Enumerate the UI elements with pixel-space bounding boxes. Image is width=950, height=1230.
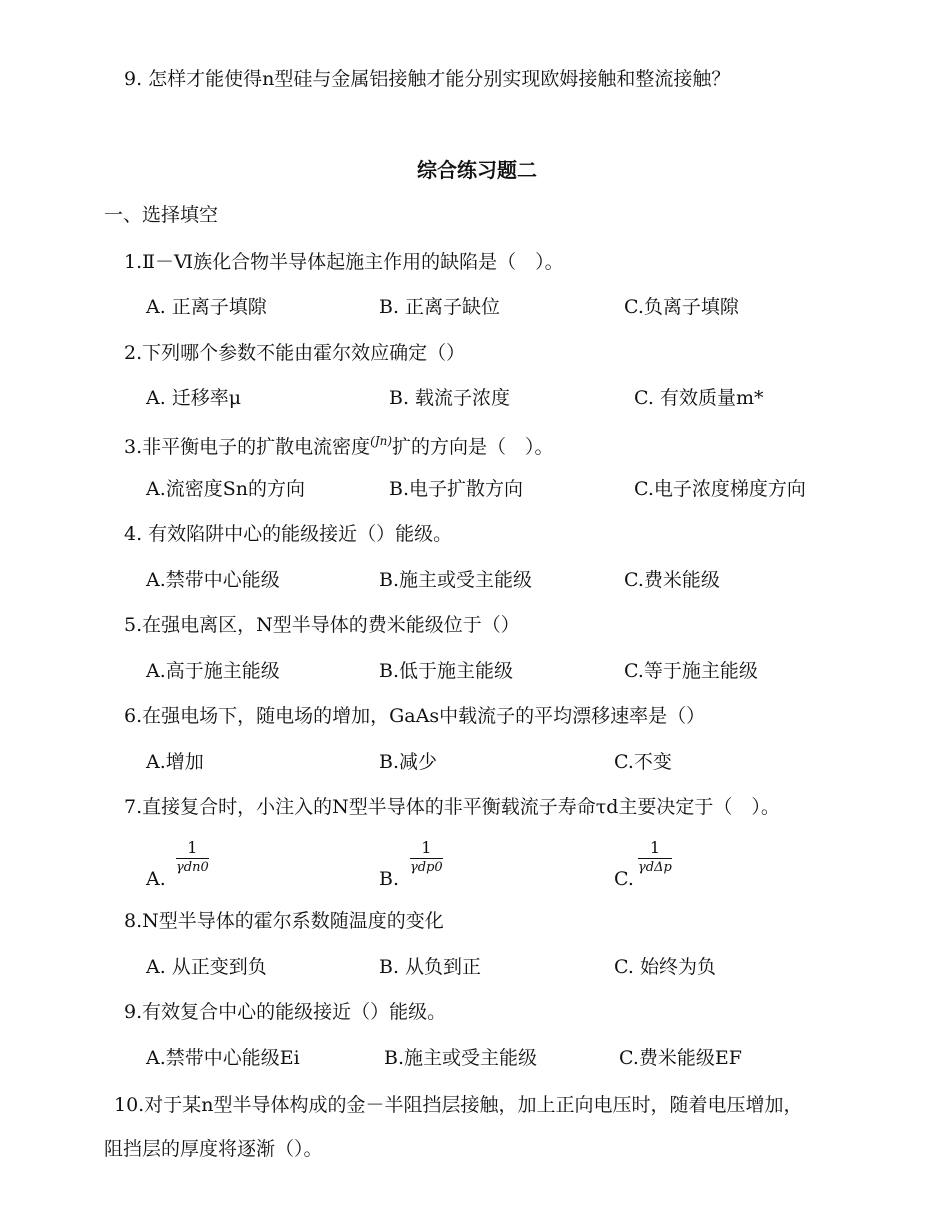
question-5-option-c: C.等于施主能级	[624, 660, 758, 682]
question-9-stem: 9.有效复合中心的能级接近（）能级。	[124, 1001, 447, 1023]
question-10-stem: 10.对于某n型半导体构成的金－半阻挡层接触，加上正向电压时，随着电压增加，	[114, 1094, 803, 1116]
question-2-stem: 2.下列哪个参数不能由霍尔效应确定（）	[124, 342, 466, 364]
question-5-option-b: B.低于施主能级	[379, 660, 514, 682]
question-3-option-b: B.电子扩散方向	[389, 478, 524, 500]
question-3-option-a: A.流密度Sn的方向	[146, 478, 306, 500]
question-7-stem: 7.直接复合时，小注入的N型半导体的非平衡载流子寿命τd主要决定于（ ）。	[124, 796, 780, 818]
current-density-formula: (Jn)	[370, 434, 393, 448]
question-7-option-a: A.	[146, 868, 166, 890]
fraction-a-numerator: 1	[176, 838, 209, 859]
fraction-c-numerator: 1	[638, 838, 672, 859]
question-8-option-a: A. 从正变到负	[146, 956, 267, 978]
question-6-option-b: B.减少	[379, 751, 438, 773]
question-8-option-c: C. 始终为负	[614, 956, 716, 978]
question-3-stem-part-2: 扩的方向是（ ）。	[392, 436, 554, 458]
question-5-option-a: A.高于施主能级	[146, 660, 280, 682]
question-4-option-a: A.禁带中心能级	[146, 569, 280, 591]
previous-question-9: 9. 怎样才能使得n型硅与金属铝接触才能分别实现欧姆接触和整流接触？	[124, 68, 731, 90]
question-3-stem	[124, 434, 554, 460]
question-2-option-b: B. 载流子浓度	[389, 387, 511, 409]
question-7-fraction-b	[410, 838, 443, 877]
question-4-option-b: B.施主或受主能级	[379, 569, 533, 591]
question-5-stem: 5.在强电离区，N型半导体的费米能级位于（）	[124, 614, 520, 636]
question-2-option-c: C. 有效质量m*	[634, 387, 764, 409]
fraction-a-denominator: γdn0	[176, 860, 209, 875]
question-1-option-b: B. 正离子缺位	[379, 296, 501, 318]
question-10-stem-continued: 阻挡层的厚度将逐渐（）。	[104, 1138, 323, 1160]
fraction-b-numerator: 1	[410, 838, 443, 859]
question-8-option-b: B. 从负到正	[379, 956, 482, 978]
question-7-option-b: B.	[379, 868, 400, 890]
question-9-option-c: C.费米能级EF	[619, 1047, 742, 1069]
question-7-fraction-c	[638, 838, 672, 877]
question-4-stem: 4. 有效陷阱中心的能级接近（）能级。	[124, 523, 453, 545]
question-9-option-b: B.施主或受主能级	[384, 1047, 538, 1069]
question-7-option-c: C.	[614, 868, 634, 890]
question-1-stem: 1.Ⅱ－Ⅵ族化合物半导体起施主作用的缺陷是（ ）。	[124, 251, 564, 273]
question-4-option-c: C.费米能级	[624, 569, 720, 591]
question-6-option-c: C.不变	[614, 751, 672, 773]
question-1-option-c: C.负离子填隙	[624, 296, 739, 318]
question-3-option-c: C.电子浓度梯度方向	[634, 478, 806, 500]
question-6-option-a: A.增加	[146, 751, 204, 773]
question-1-option-a: A. 正离子填隙	[146, 296, 267, 318]
question-8-stem: 8.N型半导体的霍尔系数随温度的变化	[124, 910, 444, 932]
question-7-fraction-a	[176, 838, 209, 877]
question-9-option-a: A.禁带中心能级Ei	[146, 1047, 300, 1069]
question-3-stem-part-1: 3.非平衡电子的扩散电流密度	[124, 436, 371, 458]
fraction-b-denominator: γdp0	[410, 860, 443, 875]
page-title: 综合练习题二	[417, 158, 537, 182]
question-6-stem: 6.在强电场下，随电场的增加，GaAs中载流子的平均漂移速率是（）	[124, 705, 706, 727]
section-heading: 一、选择填空	[104, 204, 219, 226]
question-2-option-a: A. 迁移率μ	[146, 387, 242, 409]
fraction-c-denominator: γdΔp	[638, 860, 672, 875]
